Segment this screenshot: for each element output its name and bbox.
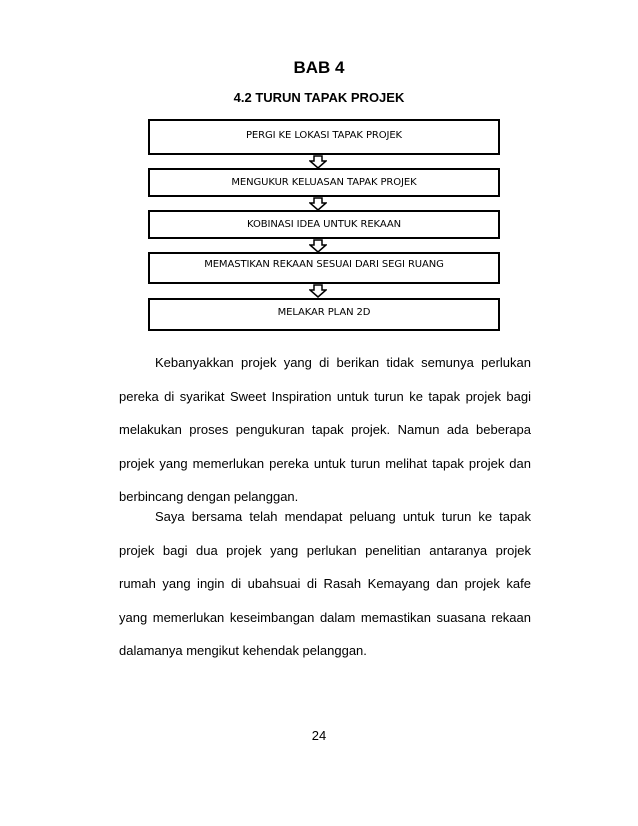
flow-step-1 [148,119,500,155]
paragraph-text: Kebanyakkan projek yang di berikan tidak semunya perlukan pereka di syarikat Sweet Inspiration untuk turun ke tapak projek bagi melakukan proses pengukuran tapak projek. Namun ada beberapa projek yang memerlukan pereka untuk turun melihat tapak projek dan berbincang dengan pelanggan. [119,355,531,504]
flow-step-label: MEMASTIKAN REKAAN SESUAI DARI SEGI RUANG [204,258,444,270]
paragraph-1 [119,346,531,514]
down-arrow-icon [309,197,327,211]
down-arrow-icon [309,239,327,253]
chapter-title: BAB 4 [293,58,345,77]
section-title: 4.2 TURUN TAPAK PROJEK [233,90,405,105]
flow-step-label: PERGI KE LOKASI TAPAK PROJEK [245,129,403,141]
paragraph-text: Saya bersama telah mendapat peluang untuk turun ke tapak projek bagi dua projek yang perlukan penelitian antaranya projek rumah yang ingin di ubahsuai di Rasah Kemayang dan projek kafe yang memerlukan keseimbangan dalam memastikan suasana rekaan dalamanya mengikut kehendak pelanggan. [119,509,531,658]
flow-step-label: MENGUKUR KELUASAN TAPAK PROJEK [231,177,417,188]
paragraph-2 [119,500,531,668]
down-arrow-icon [309,284,327,298]
down-arrow-icon [309,155,327,169]
flow-step-4 [148,252,500,284]
page-number: 24 [311,728,327,743]
flow-step-5 [148,298,500,331]
flow-step-label: MELAKAR PLAN 2D [277,306,371,318]
flow-step-label: KOBINASI IDEA UNTUK REKAAN [247,219,401,230]
flow-step-2 [148,168,500,197]
flow-step-3 [148,210,500,239]
